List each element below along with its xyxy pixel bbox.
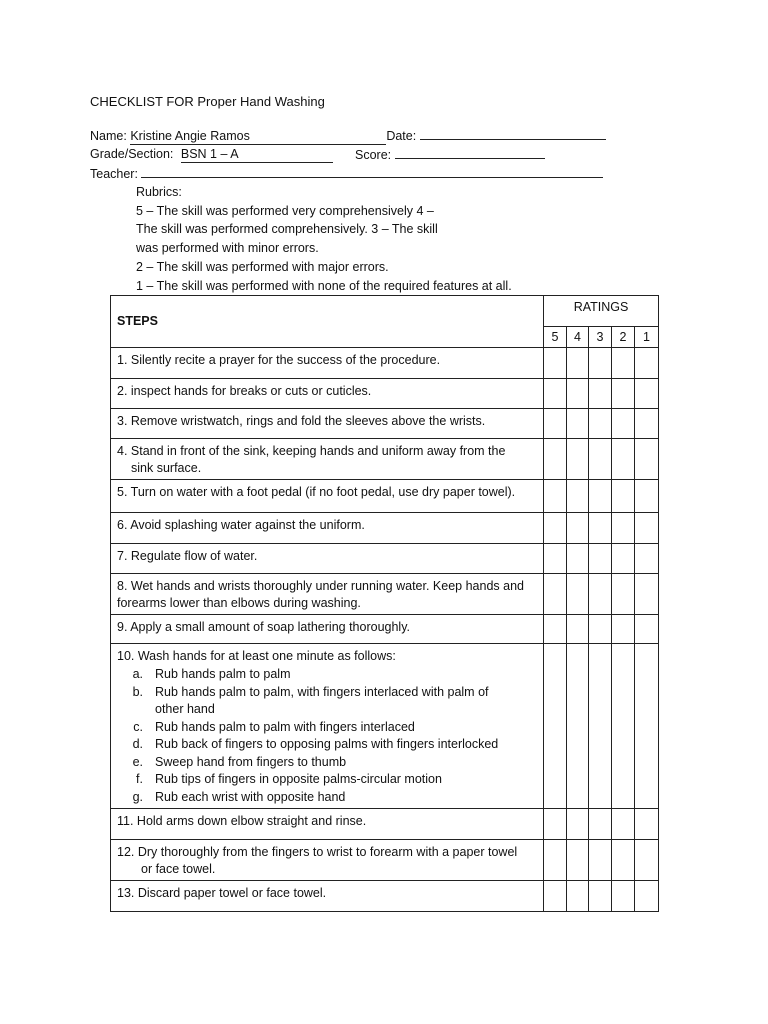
step-line: 7. Regulate flow of water.: [117, 549, 258, 563]
list-item: [117, 771, 537, 789]
name-value-text: Kristine Angie Ramos: [130, 129, 250, 143]
step-line-cont: sink surface.: [131, 461, 202, 475]
rating-cell[interactable]: [567, 513, 589, 544]
sub-letter: d.: [132, 737, 143, 751]
step-line-cont: or face towel.: [141, 862, 216, 876]
sub-text-line: Rub hands palm to palm, with fingers interlaced with palm of: [155, 684, 489, 699]
rating-cell[interactable]: [544, 644, 567, 809]
rating-cell[interactable]: [635, 574, 659, 615]
name-row: [90, 127, 606, 145]
table-row: [111, 544, 659, 574]
rating-cell[interactable]: [544, 574, 567, 615]
table-row: [111, 409, 659, 439]
name-label: Name:: [90, 129, 127, 143]
rating-cell[interactable]: [544, 881, 567, 912]
list-item: [117, 684, 537, 719]
rating-cell[interactable]: [589, 348, 612, 379]
checklist-table: [110, 295, 659, 912]
rating-cell[interactable]: [635, 480, 659, 513]
sub-text: Rub tips of fingers in opposite palms-circular motion: [155, 772, 442, 786]
list-item: [117, 719, 537, 737]
sub-text: Sweep hand from fingers to thumb: [155, 754, 347, 769]
step-line: 10. Wash hands for at least one minute as follows:: [117, 649, 396, 663]
table-row: [111, 439, 659, 480]
rating-cell[interactable]: [589, 409, 612, 439]
score-blank: [395, 146, 545, 159]
step-line: 13. Discard paper towel or face towel.: [117, 886, 327, 900]
ratings-header: RATINGS: [544, 296, 659, 327]
score-label: Score:: [355, 148, 392, 162]
step-line: 12. Dry thoroughly from the fingers to wrist to forearm with a paper towel: [117, 845, 518, 859]
step-text: [111, 513, 544, 544]
rating-cell[interactable]: [635, 809, 659, 840]
rating-cell[interactable]: [567, 809, 589, 840]
rating-cell[interactable]: [544, 439, 567, 480]
rating-col-3: 3: [589, 327, 612, 348]
table-row: [111, 379, 659, 409]
table-row: [111, 615, 659, 644]
rating-cell[interactable]: [567, 881, 589, 912]
step-text: [111, 809, 544, 840]
rating-cell[interactable]: [567, 439, 589, 480]
rating-cell[interactable]: [544, 809, 567, 840]
rating-cell[interactable]: [589, 809, 612, 840]
score-row: [355, 146, 545, 163]
rating-cell[interactable]: [544, 544, 567, 574]
rating-cell[interactable]: [544, 379, 567, 409]
rating-cell[interactable]: [635, 439, 659, 480]
step-text: [111, 409, 544, 439]
rating-cell[interactable]: [635, 379, 659, 409]
rating-cell[interactable]: [635, 409, 659, 439]
rating-cell[interactable]: [635, 544, 659, 574]
rating-cell[interactable]: [544, 513, 567, 544]
rating-cell[interactable]: [589, 480, 612, 513]
sub-letter: c.: [133, 719, 143, 734]
rating-cell[interactable]: [589, 513, 612, 544]
rating-cell[interactable]: [544, 840, 567, 881]
rating-cell[interactable]: [589, 881, 612, 912]
step-text: [111, 615, 544, 644]
rating-cell[interactable]: [589, 574, 612, 615]
rubric-line: 2 – The skill was performed with major errors.: [136, 260, 389, 274]
rating-cell[interactable]: [544, 480, 567, 513]
rating-col-4: 4: [567, 327, 589, 348]
grade-row: [90, 146, 333, 163]
step-text: [111, 379, 544, 409]
list-item: [117, 736, 537, 754]
rating-cell[interactable]: [635, 881, 659, 912]
rating-cell[interactable]: [567, 840, 589, 881]
rating-cell[interactable]: [544, 348, 567, 379]
rating-cell[interactable]: [612, 439, 635, 480]
rating-cell[interactable]: [612, 644, 635, 809]
sub-text: Rub back of fingers to opposing palms with fingers interlocked: [155, 737, 499, 751]
date-blank: [420, 127, 606, 140]
rubric-line: 5 – The skill was performed very comprehensively 4 –: [136, 204, 434, 218]
rating-cell[interactable]: [544, 615, 567, 644]
sub-letter: f.: [136, 772, 143, 786]
rating-cell[interactable]: [612, 574, 635, 615]
rating-col-1: 1: [635, 327, 659, 348]
rating-cell[interactable]: [612, 809, 635, 840]
rating-cell[interactable]: [589, 840, 612, 881]
rating-cell[interactable]: [612, 840, 635, 881]
steps-header: STEPS: [111, 296, 544, 348]
step-line: 11. Hold arms down elbow straight and rinse.: [117, 814, 367, 828]
rating-cell[interactable]: [567, 480, 589, 513]
step-text: [111, 480, 544, 513]
rubric-line: The skill was performed comprehensively. 3 – The skill: [136, 222, 438, 236]
table-row: [111, 574, 659, 615]
rating-cell[interactable]: [589, 379, 612, 409]
name-value: [130, 128, 386, 145]
rating-col-5: 5: [544, 327, 567, 348]
rating-cell[interactable]: [612, 615, 635, 644]
table-row: [111, 348, 659, 379]
sub-letter: b.: [132, 684, 143, 699]
rating-cell[interactable]: [635, 644, 659, 809]
rating-cell[interactable]: [612, 409, 635, 439]
rating-cell[interactable]: [612, 379, 635, 409]
rating-cell[interactable]: [635, 840, 659, 881]
rating-cell[interactable]: [567, 574, 589, 615]
rating-cell[interactable]: [589, 644, 612, 809]
sub-text: Rub hands palm to palm with fingers interlaced: [155, 719, 415, 734]
step-text: [111, 574, 544, 615]
table-row: [111, 840, 659, 881]
teacher-row: [90, 165, 603, 182]
rating-cell[interactable]: [635, 348, 659, 379]
sub-text: Rub hands palm to palm: [155, 667, 291, 681]
step-line: 9. Apply a small amount of soap lathering thoroughly.: [117, 620, 410, 634]
step-text: [111, 840, 544, 881]
rubric-line: 1 – The skill was performed with none of the required features at all.: [136, 279, 512, 293]
step-text: [111, 644, 544, 809]
rating-cell[interactable]: [612, 480, 635, 513]
rating-cell[interactable]: [567, 379, 589, 409]
rating-cell[interactable]: [635, 513, 659, 544]
list-item: [117, 666, 537, 684]
rating-cell[interactable]: [589, 615, 612, 644]
rating-cell[interactable]: [612, 348, 635, 379]
step-text: [111, 881, 544, 912]
grade-label: Grade/Section:: [90, 147, 174, 161]
sub-text: Rub each wrist with opposite hand: [155, 789, 346, 804]
step-line: 5. Turn on water with a foot pedal (if no foot pedal, use dry paper towel).: [117, 485, 516, 499]
table-row: [111, 809, 659, 840]
document-title: CHECKLIST FOR Proper Hand Washing: [90, 94, 325, 109]
step-line: 4. Stand in front of the sink, keeping hands and uniform away from the: [117, 444, 506, 458]
step-line: 2. inspect hands for breaks or cuts or cuticles.: [117, 384, 372, 398]
rating-cell[interactable]: [567, 348, 589, 379]
table-row: [111, 644, 659, 809]
rating-cell[interactable]: [612, 544, 635, 574]
list-item: [117, 789, 537, 807]
rating-cell[interactable]: [567, 644, 589, 809]
sub-letter: g.: [132, 789, 143, 804]
rating-cell[interactable]: [567, 544, 589, 574]
rating-cell[interactable]: [544, 409, 567, 439]
sub-step-list: [117, 666, 537, 806]
step-line: 1. Silently recite a prayer for the success of the procedure.: [117, 353, 441, 367]
rubrics-heading: Rubrics:: [136, 185, 182, 199]
step-line: 3. Remove wristwatch, rings and fold the sleeves above the wrists.: [117, 414, 486, 428]
table-row: [111, 513, 659, 544]
table-row: [111, 881, 659, 912]
rating-cell[interactable]: [567, 409, 589, 439]
step-text: [111, 439, 544, 480]
step-line-cont: forearms lower than elbows during washing.: [117, 596, 361, 610]
teacher-label: Teacher:: [90, 167, 138, 181]
grade-value-text: BSN 1 – A: [180, 147, 239, 161]
rating-cell[interactable]: [635, 615, 659, 644]
sub-letter: a.: [132, 667, 143, 681]
rating-cell[interactable]: [567, 615, 589, 644]
step-line: 6. Avoid splashing water against the uniform.: [117, 518, 365, 532]
sub-text: [155, 684, 537, 719]
table-row: [111, 480, 659, 513]
sub-letter: e.: [132, 754, 143, 769]
rating-cell[interactable]: [589, 439, 612, 480]
rating-cell[interactable]: [612, 513, 635, 544]
teacher-blank: [141, 165, 603, 178]
rating-cell[interactable]: [612, 881, 635, 912]
rating-cell[interactable]: [589, 544, 612, 574]
sub-text-cont: other hand: [155, 702, 215, 716]
rubric-line: was performed with minor errors.: [136, 241, 319, 255]
rating-col-2: 2: [612, 327, 635, 348]
step-line: 8. Wet hands and wrists thoroughly under running water. Keep hands and: [117, 579, 524, 593]
step-text: [111, 544, 544, 574]
grade-value: [181, 146, 333, 163]
date-label: Date:: [386, 129, 417, 143]
list-item: [117, 754, 537, 772]
step-text: [111, 348, 544, 379]
